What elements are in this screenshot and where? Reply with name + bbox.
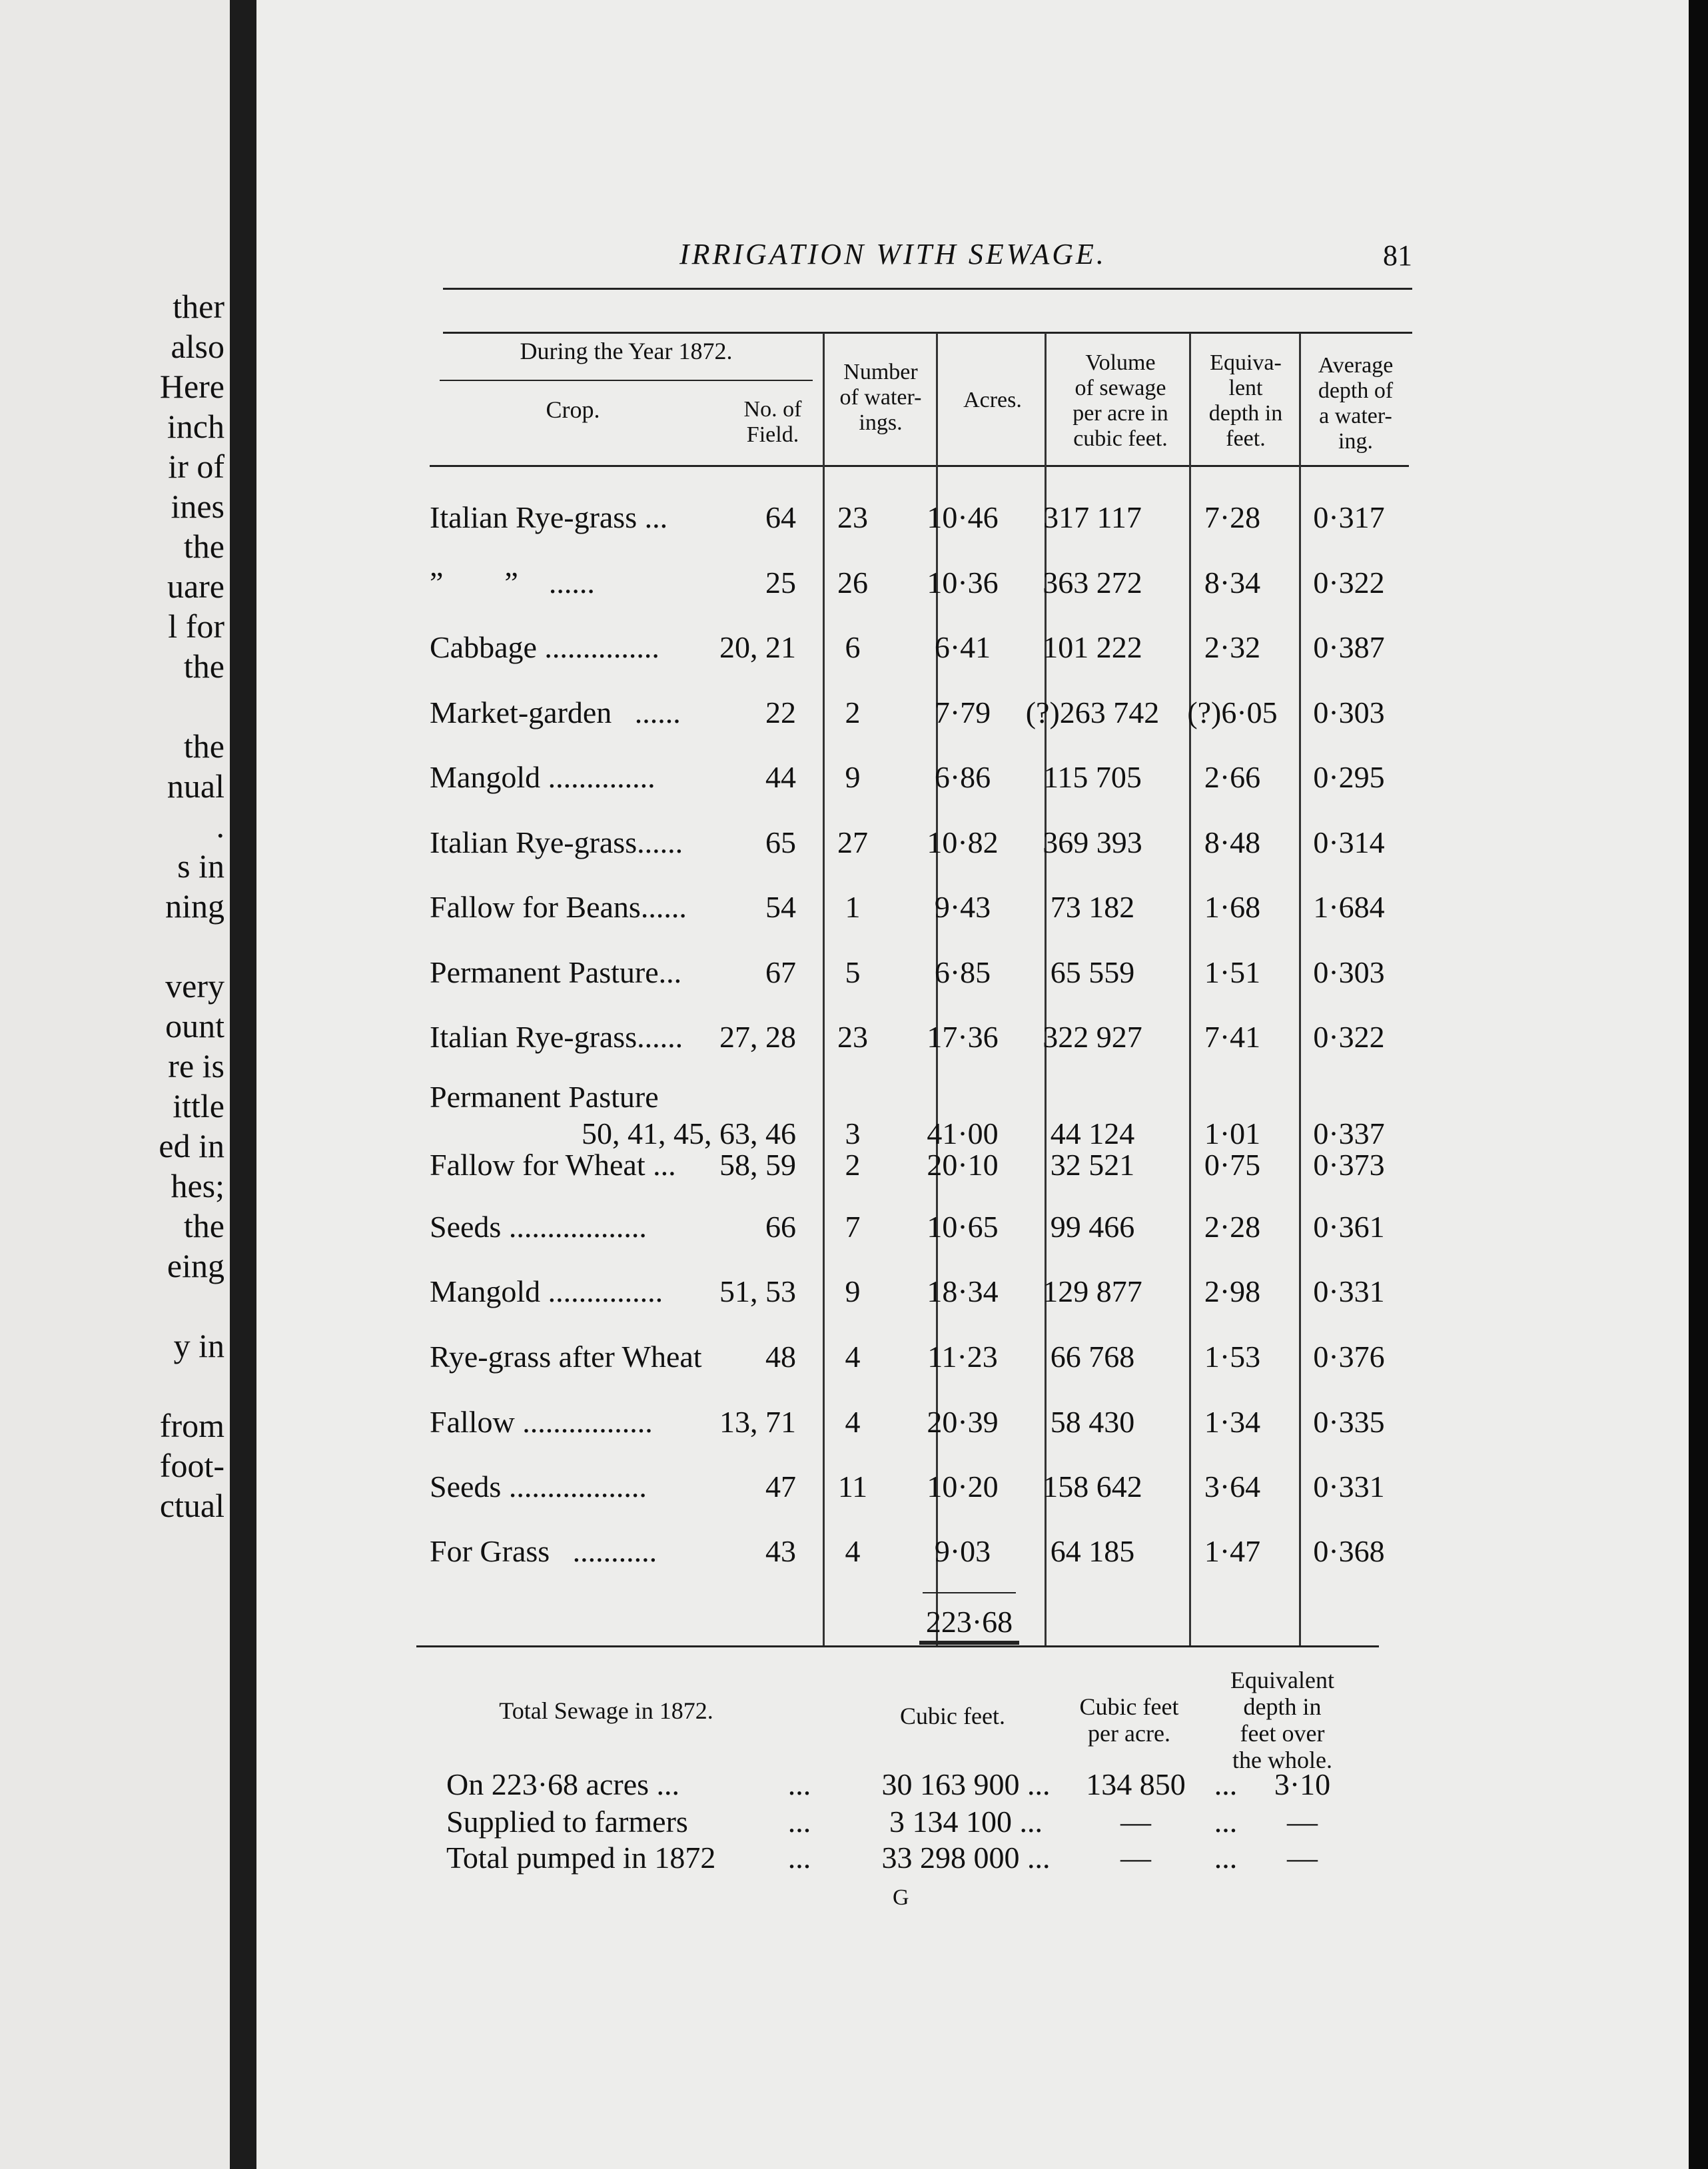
left-page-line: eing (167, 1247, 224, 1284)
left-page-line (159, 1286, 224, 1326)
summary-depth: 3·10 (1274, 1767, 1331, 1801)
cell-acres: 20·39 (927, 1405, 999, 1439)
table-row (416, 695, 1389, 735)
cell-crop: Italian Rye-grass...... (430, 825, 683, 859)
left-page-line: s in (177, 847, 224, 885)
cell-average: 1·684 (1313, 890, 1385, 924)
cell-depth: 1·53 (1204, 1340, 1261, 1374)
cell-field: 43 (765, 1534, 796, 1568)
cell-volume: 73 182 (1050, 890, 1135, 924)
cell-field: 58, 59 (719, 1148, 796, 1182)
cell-field: 67 (765, 955, 796, 989)
cell-field: 44 (765, 760, 796, 794)
summary-depth: — (1287, 1805, 1318, 1839)
left-page-line: re is (168, 1047, 224, 1084)
cell-depth: 1·51 (1204, 955, 1261, 989)
left-page-line: hes; (171, 1167, 224, 1204)
left-page-line: ittle (173, 1087, 224, 1124)
cell-average: 0·314 (1313, 825, 1385, 859)
cell-acres: 10·46 (927, 500, 999, 534)
cell-average: 0·387 (1313, 630, 1385, 664)
cell-waterings: 26 (837, 566, 868, 600)
summary-label: On 223·68 acres ... (446, 1767, 680, 1801)
cell-crop: Seeds .................. (430, 1470, 647, 1504)
cell-average: 0·361 (1313, 1210, 1385, 1244)
cell-acres: 11·23 (927, 1340, 998, 1374)
summary-dots: ... (787, 1841, 811, 1875)
total-double-rule (919, 1641, 1019, 1645)
left-page-line: l for (168, 608, 224, 645)
group-header-rule (440, 380, 813, 381)
cell-average: 0·335 (1313, 1405, 1385, 1439)
cell-depth: (?)6·05 (1187, 695, 1278, 729)
left-page-line: the (183, 528, 224, 565)
cell-depth: 3·64 (1204, 1470, 1261, 1504)
sum-rule (923, 1592, 1016, 1593)
cell-depth: 1·47 (1204, 1534, 1261, 1568)
cell-waterings: 23 (837, 1020, 868, 1054)
summary-label: Supplied to farmers (446, 1805, 688, 1839)
left-page-line: ines (171, 488, 224, 525)
cell-crop: Market-garden ...... (430, 695, 681, 729)
cell-field: 50, 41, 45, 63, 46 (582, 1116, 796, 1150)
group-header: During the Year 1872. (520, 338, 733, 364)
table-row (416, 759, 1389, 799)
cell-depth: 7·41 (1204, 1020, 1261, 1054)
cell-volume: 115 705 (1043, 760, 1142, 794)
table-row (416, 1209, 1389, 1249)
cell-volume: 101 222 (1043, 630, 1142, 664)
left-page-line: inch (167, 408, 224, 445)
summary-col-cubic: Cubic feet. (900, 1703, 1005, 1729)
cell-average: 0·331 (1313, 1470, 1385, 1504)
total-acres: 223·68 (925, 1605, 1013, 1639)
table-row (416, 630, 1389, 669)
table-row (416, 1469, 1389, 1509)
cell-volume: 129 877 (1043, 1274, 1142, 1308)
left-page-line: uare (167, 568, 224, 605)
cell-waterings: 4 (845, 1405, 861, 1439)
header-average: Average depth of a water- ing. (1318, 353, 1394, 454)
cell-acres: 20·10 (927, 1148, 999, 1182)
cell-field: 13, 71 (719, 1405, 796, 1439)
table-row (416, 1339, 1389, 1379)
table-row (416, 955, 1389, 995)
summary-row (446, 1767, 1379, 1804)
cell-crop: For Grass ........... (430, 1534, 657, 1568)
cell-volume: 99 466 (1050, 1210, 1135, 1244)
left-page-line: . (216, 807, 224, 845)
cell-volume: 44 124 (1050, 1116, 1135, 1150)
cell-crop: Permanent Pasture (430, 1080, 659, 1114)
summary-dots: ... (787, 1805, 811, 1839)
table-row (416, 500, 1389, 540)
cell-field: 25 (765, 566, 796, 600)
cell-acres: 17·36 (927, 1020, 999, 1054)
head-rule (443, 288, 1412, 290)
cell-waterings: 2 (845, 1148, 861, 1182)
cell-field: 65 (765, 825, 796, 859)
header-crop: Crop. (546, 396, 600, 423)
summary-title: Total Sewage in 1872. (499, 1697, 713, 1724)
header-acres: Acres. (963, 388, 1022, 412)
cell-average: 0·303 (1313, 695, 1385, 729)
cell-volume: 66 768 (1050, 1340, 1135, 1374)
cell-average: 0·376 (1313, 1340, 1385, 1374)
summary-cubic: 30 163 900 ... (881, 1767, 1051, 1801)
left-page-line: y in (173, 1327, 224, 1364)
table-row (416, 1274, 1389, 1314)
cell-waterings: 2 (845, 695, 861, 729)
cell-field: 54 (765, 890, 796, 924)
cell-depth: 1·01 (1204, 1116, 1261, 1150)
cell-crop: Mangold ............... (430, 1274, 663, 1308)
cell-waterings: 5 (845, 955, 861, 989)
cell-crop: ” ” ...... (430, 566, 595, 600)
cell-field: 27, 28 (719, 1020, 796, 1054)
cell-depth: 2·66 (1204, 760, 1261, 794)
left-page-line: foot- (159, 1447, 224, 1484)
book-fold (230, 0, 256, 2169)
summary-row (446, 1804, 1379, 1841)
table-row-pasture (416, 1079, 1389, 1119)
header-bottom-rule (430, 465, 1409, 467)
cell-field: 47 (765, 1470, 796, 1504)
cell-waterings: 6 (845, 630, 861, 664)
cell-volume: 317 117 (1043, 500, 1142, 534)
cell-volume: 363 272 (1043, 566, 1142, 600)
cell-volume: (?)263 742 (1025, 695, 1160, 729)
cell-crop: Fallow ................. (430, 1405, 653, 1439)
cell-depth: 1·34 (1204, 1405, 1261, 1439)
summary-col-per-acre: Cubic feet per acre. (1079, 1693, 1179, 1747)
summary-dots: ... (1214, 1805, 1238, 1839)
header-field: No. of Field. (743, 397, 802, 447)
cell-acres: 9·43 (934, 890, 991, 924)
left-page-line: also (171, 328, 224, 365)
cell-crop: Rye-grass after Wheat (430, 1340, 702, 1374)
cell-volume: 322 927 (1043, 1020, 1142, 1054)
cell-depth: 8·48 (1204, 825, 1261, 859)
cell-depth: 0·75 (1204, 1148, 1261, 1182)
header-depth: Equiva- lent depth in feet. (1208, 350, 1283, 451)
cell-volume: 369 393 (1043, 825, 1142, 859)
cell-volume: 64 185 (1050, 1534, 1135, 1568)
cell-acres: 10·82 (927, 825, 999, 859)
cell-waterings: 7 (845, 1210, 861, 1244)
cell-crop: Fallow for Beans...... (430, 890, 687, 924)
cell-waterings: 9 (845, 760, 861, 794)
cell-average: 0·303 (1313, 955, 1385, 989)
cell-volume: 65 559 (1050, 955, 1135, 989)
summary-dots: ... (1214, 1767, 1238, 1801)
cell-volume: 58 430 (1050, 1405, 1135, 1439)
left-page-line (159, 1366, 224, 1406)
table-row (416, 1533, 1389, 1573)
left-page-line: very (165, 967, 224, 1005)
left-page-line (159, 926, 224, 966)
cell-field: 22 (765, 695, 796, 729)
summary-cubic: 3 134 100 ... (889, 1805, 1043, 1839)
left-page-line: ctual (159, 1487, 224, 1524)
cell-field: 48 (765, 1340, 796, 1374)
cell-depth: 2·28 (1204, 1210, 1261, 1244)
cell-depth: 2·32 (1204, 630, 1261, 664)
left-page-line (159, 686, 224, 726)
cell-waterings: 11 (837, 1470, 868, 1504)
cell-crop: Cabbage ............... (430, 630, 659, 664)
cell-field: 64 (765, 500, 796, 534)
left-page-line: ed in (159, 1127, 224, 1164)
page-number: 81 (1383, 239, 1412, 272)
cell-acres: 9·03 (934, 1534, 991, 1568)
left-page-line: the (183, 648, 224, 685)
left-page-line: the (183, 727, 224, 765)
cell-volume: 32 521 (1050, 1148, 1135, 1182)
page-edge (1689, 0, 1708, 2169)
left-page-line: the (183, 1207, 224, 1244)
running-head-title: IRRIGATION WITH SEWAGE. (679, 238, 1106, 270)
cell-acres: 10·36 (927, 566, 999, 600)
header-volume: Volume of sewage per acre in cubic feet. (1072, 350, 1168, 451)
header-waterings: Number of water- ings. (839, 360, 922, 435)
table-row (416, 1019, 1389, 1059)
cell-depth: 7·28 (1204, 500, 1261, 534)
cell-average: 0·331 (1313, 1274, 1385, 1308)
cell-waterings: 9 (845, 1274, 861, 1308)
table-row (416, 825, 1389, 865)
cell-waterings: 4 (845, 1534, 861, 1568)
cell-acres: 18·34 (927, 1274, 999, 1308)
table-row (416, 565, 1389, 605)
cell-field: 66 (765, 1210, 796, 1244)
running-head (426, 237, 1412, 277)
cell-waterings: 1 (845, 890, 861, 924)
signature-mark: G (893, 1885, 909, 1910)
summary-dots: ... (1214, 1841, 1238, 1875)
cell-average: 0·322 (1313, 566, 1385, 600)
left-page-line: from (159, 1407, 224, 1444)
table-row (416, 1404, 1389, 1444)
cell-crop: Mangold .............. (430, 760, 655, 794)
cell-waterings: 27 (837, 825, 868, 859)
cell-average: 0·373 (1313, 1148, 1385, 1182)
left-page-line: nual (167, 767, 224, 805)
cell-depth: 2·98 (1204, 1274, 1261, 1308)
cell-volume: 158 642 (1043, 1470, 1142, 1504)
summary-depth: — (1287, 1841, 1318, 1875)
summary-label: Total pumped in 1872 (446, 1841, 716, 1875)
summary-cubic: 33 298 000 ... (881, 1841, 1051, 1875)
summary-per-acre: 134 850 (1086, 1767, 1186, 1801)
table-row-wheat (416, 1147, 1389, 1187)
cell-acres: 7·79 (934, 695, 991, 729)
summary-col-depth: Equivalent depth in feet over the whole. (1230, 1667, 1334, 1773)
cell-waterings: 3 (845, 1116, 861, 1150)
cell-acres: 6·86 (934, 760, 991, 794)
cell-waterings: 23 (837, 500, 868, 534)
cell-average: 0·368 (1313, 1534, 1385, 1568)
left-page-line: ning (165, 887, 224, 925)
cell-depth: 1·68 (1204, 890, 1261, 924)
cell-crop: Italian Rye-grass...... (430, 1020, 683, 1054)
cell-crop: Fallow for Wheat ... (430, 1148, 676, 1182)
table-top-rule (443, 332, 1412, 334)
cell-depth: 8·34 (1204, 566, 1261, 600)
cell-waterings: 4 (845, 1340, 861, 1374)
cell-acres: 6·85 (934, 955, 991, 989)
summary-per-acre: — (1120, 1805, 1151, 1839)
summary-dots: ... (787, 1767, 811, 1801)
cell-acres: 10·20 (927, 1470, 999, 1504)
left-page-line: ount (165, 1007, 224, 1045)
cell-average: 0·322 (1313, 1020, 1385, 1054)
table-row (416, 889, 1389, 929)
cell-field: 51, 53 (719, 1274, 796, 1308)
table-bottom-rule (416, 1645, 1379, 1647)
cell-acres: 41·00 (927, 1116, 999, 1150)
cell-acres: 6·41 (934, 630, 991, 664)
cell-crop: Permanent Pasture... (430, 955, 682, 989)
left-page (0, 0, 230, 2169)
left-page-line: Here (159, 368, 224, 405)
cell-average: 0·317 (1313, 500, 1385, 534)
cell-average: 0·295 (1313, 760, 1385, 794)
cell-crop: Seeds .................. (430, 1210, 647, 1244)
summary-row (446, 1840, 1379, 1877)
left-page-text (159, 286, 224, 1525)
cell-average: 0·337 (1313, 1116, 1385, 1150)
cell-acres: 10·65 (927, 1210, 999, 1244)
left-page-line: ther (173, 288, 224, 325)
left-page-line: ir of (168, 448, 224, 485)
cell-field: 20, 21 (719, 630, 796, 664)
summary-per-acre: — (1120, 1841, 1151, 1875)
cell-crop: Italian Rye-grass ... (430, 500, 668, 534)
